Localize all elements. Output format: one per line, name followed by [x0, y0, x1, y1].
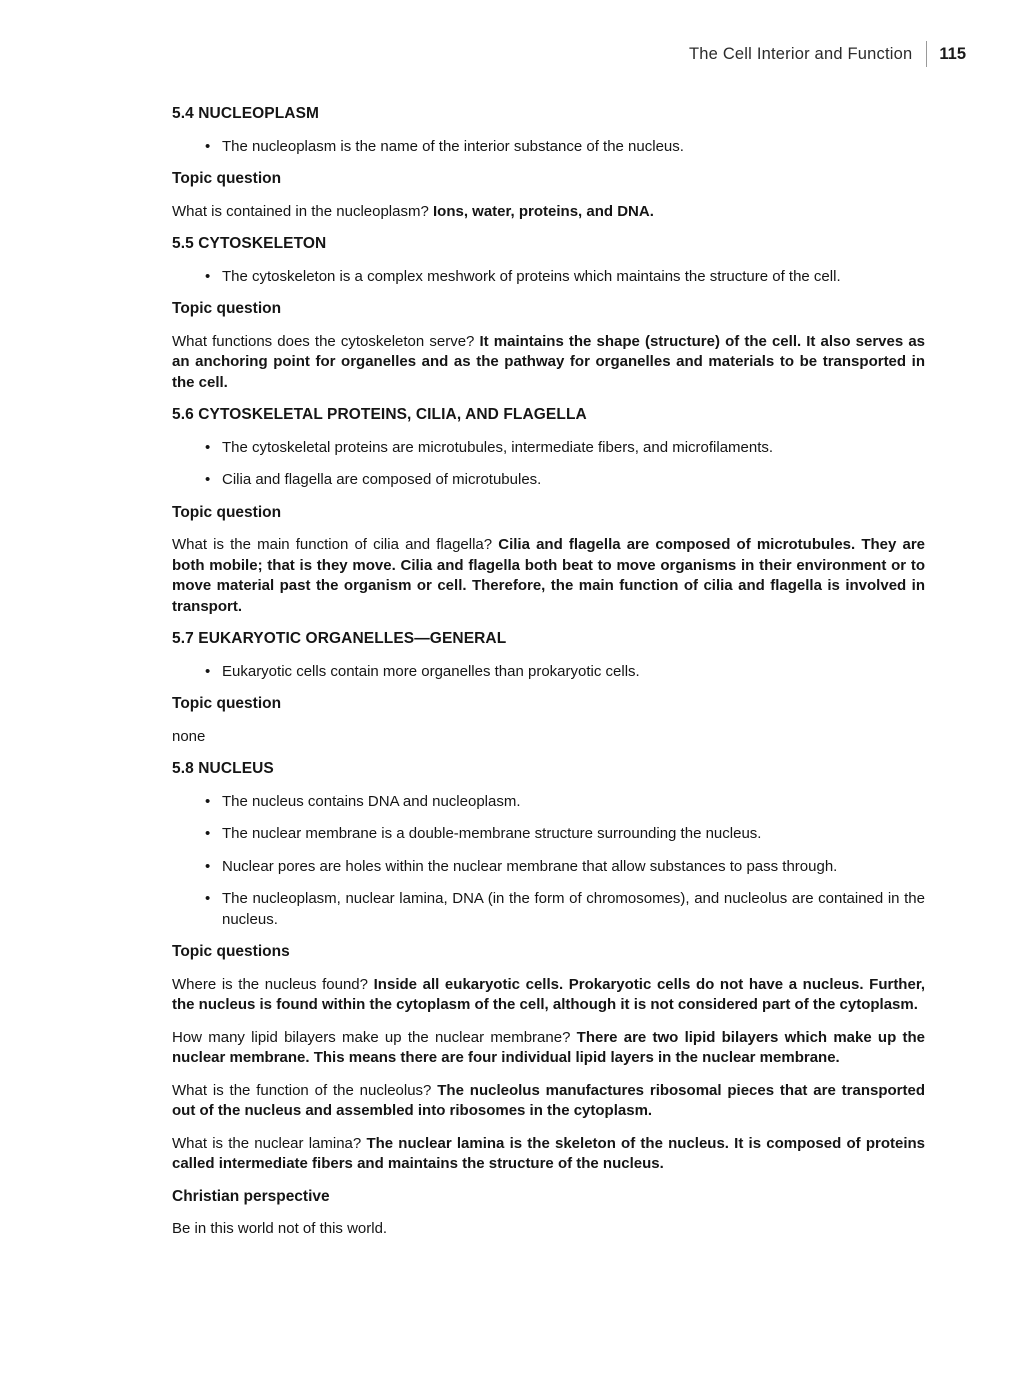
section-heading: 5.8 NUCLEUS: [172, 760, 274, 777]
answer-text: Inside all eukaryotic cells. Prokaryotic cells do not have a nucleus. Further, the nucleus is found within the cytoplasm of the cell, although it is not considered part of the cytoplasm.: [172, 975, 925, 1013]
question-text: How many lipid bilayers make up the nuclear membrane?: [172, 1028, 571, 1046]
section-heading: 5.5 CYTOSKELETON: [172, 235, 327, 252]
answer-text: Ions, water, proteins, and DNA.: [433, 202, 654, 220]
page-number: 115: [939, 44, 966, 63]
page-content: [172, 98, 925, 1252]
plain-paragraph: none: [172, 727, 206, 745]
bullet-item: • Eukaryotic cells contain more organelles than prokaryotic cells.: [172, 662, 925, 683]
question-text: What functions does the cytoskeleton serve?: [172, 332, 475, 350]
qa-paragraph: [172, 332, 925, 394]
question-text: What is contained in the nucleoplasm?: [172, 202, 429, 220]
bullet-item: • Nuclear pores are holes within the nuclear membrane that allow substances to pass through.: [172, 857, 925, 878]
question-text: What is the function of the nucleolus?: [172, 1081, 432, 1099]
bullet-item: • The cytoskeleton is a complex meshwork of proteins which maintains the structure of the cell.: [172, 267, 925, 288]
question-text: What is the main function of cilia and flagella?: [172, 536, 493, 553]
answer-text: The nuclear lamina is the skeleton of the nucleus. It is composed of proteins called intermediate fibers and maintains the structure of the nucleus.: [172, 1134, 925, 1172]
topic-label: Topic question: [172, 300, 282, 317]
running-header-title: The Cell Interior and Function: [689, 44, 913, 63]
question-text: Where is the nucleus found?: [172, 975, 368, 993]
bullet-item: • The nucleoplasm, nuclear lamina, DNA (in the form of chromosomes), and nucleolus are contained in the nucleus.: [172, 889, 925, 930]
qa-paragraph: [172, 1028, 925, 1069]
header-divider: [926, 41, 927, 67]
topic-label: Topic question: [172, 503, 282, 521]
section-heading: 5.7 EUKARYOTIC ORGANELLES—GENERAL: [172, 630, 507, 647]
plain-paragraph: Be in this world not of this world.: [172, 1220, 388, 1237]
answer-text: Cilia and flagella are composed of microtubules. They are both mobile; that is they move. Cilia and flagella both beat to move organisms in their environment or to move material past the organism or cell. Therefore, the main function of cilia and flagella is involved in transport.: [172, 536, 925, 615]
qa-paragraph: [172, 202, 925, 223]
answer-text: There are two lipid bilayers which make up the nuclear membrane. This means there are four individual lipid layers in the nuclear membrane.: [172, 1028, 925, 1066]
section-heading: 5.6 CYTOSKELETAL PROTEINS, CILIA, AND FLAGELLA: [172, 406, 587, 423]
topic-label: Topic question: [172, 695, 282, 712]
qa-paragraph: [172, 535, 925, 617]
qa-paragraph: [172, 975, 925, 1016]
bullet-item: • Cilia and flagella are composed of microtubules.: [172, 470, 925, 491]
question-text: What is the nuclear lamina?: [172, 1134, 362, 1152]
answer-text: The nucleolus manufactures ribosomal pieces that are transported out of the nucleus and assembled into ribosomes in the cytoplasm.: [172, 1081, 925, 1119]
answer-text: It maintains the shape (structure) of the cell. It also serves as an anchoring point for organelles and as the pathway for organelles and materials to be transported in the cell.: [172, 332, 926, 391]
topic-label: Christian perspective: [172, 1187, 330, 1205]
qa-paragraph: [172, 1134, 925, 1175]
section-heading: 5.4 NUCLEOPLASM: [172, 105, 320, 122]
bullet-item: • The nucleus contains DNA and nucleoplasm.: [172, 792, 925, 813]
topic-label: Topic question: [172, 170, 282, 187]
running-header: [689, 40, 966, 68]
qa-paragraph: [172, 1081, 925, 1122]
bullet-item: • The nuclear membrane is a double-membrane structure surrounding the nucleus.: [172, 824, 925, 845]
topic-label: Topic questions: [172, 943, 290, 960]
bullet-item: • The nucleoplasm is the name of the interior substance of the nucleus.: [172, 137, 925, 158]
bullet-item: • The cytoskeletal proteins are microtubules, intermediate fibers, and microfilaments.: [172, 438, 925, 459]
